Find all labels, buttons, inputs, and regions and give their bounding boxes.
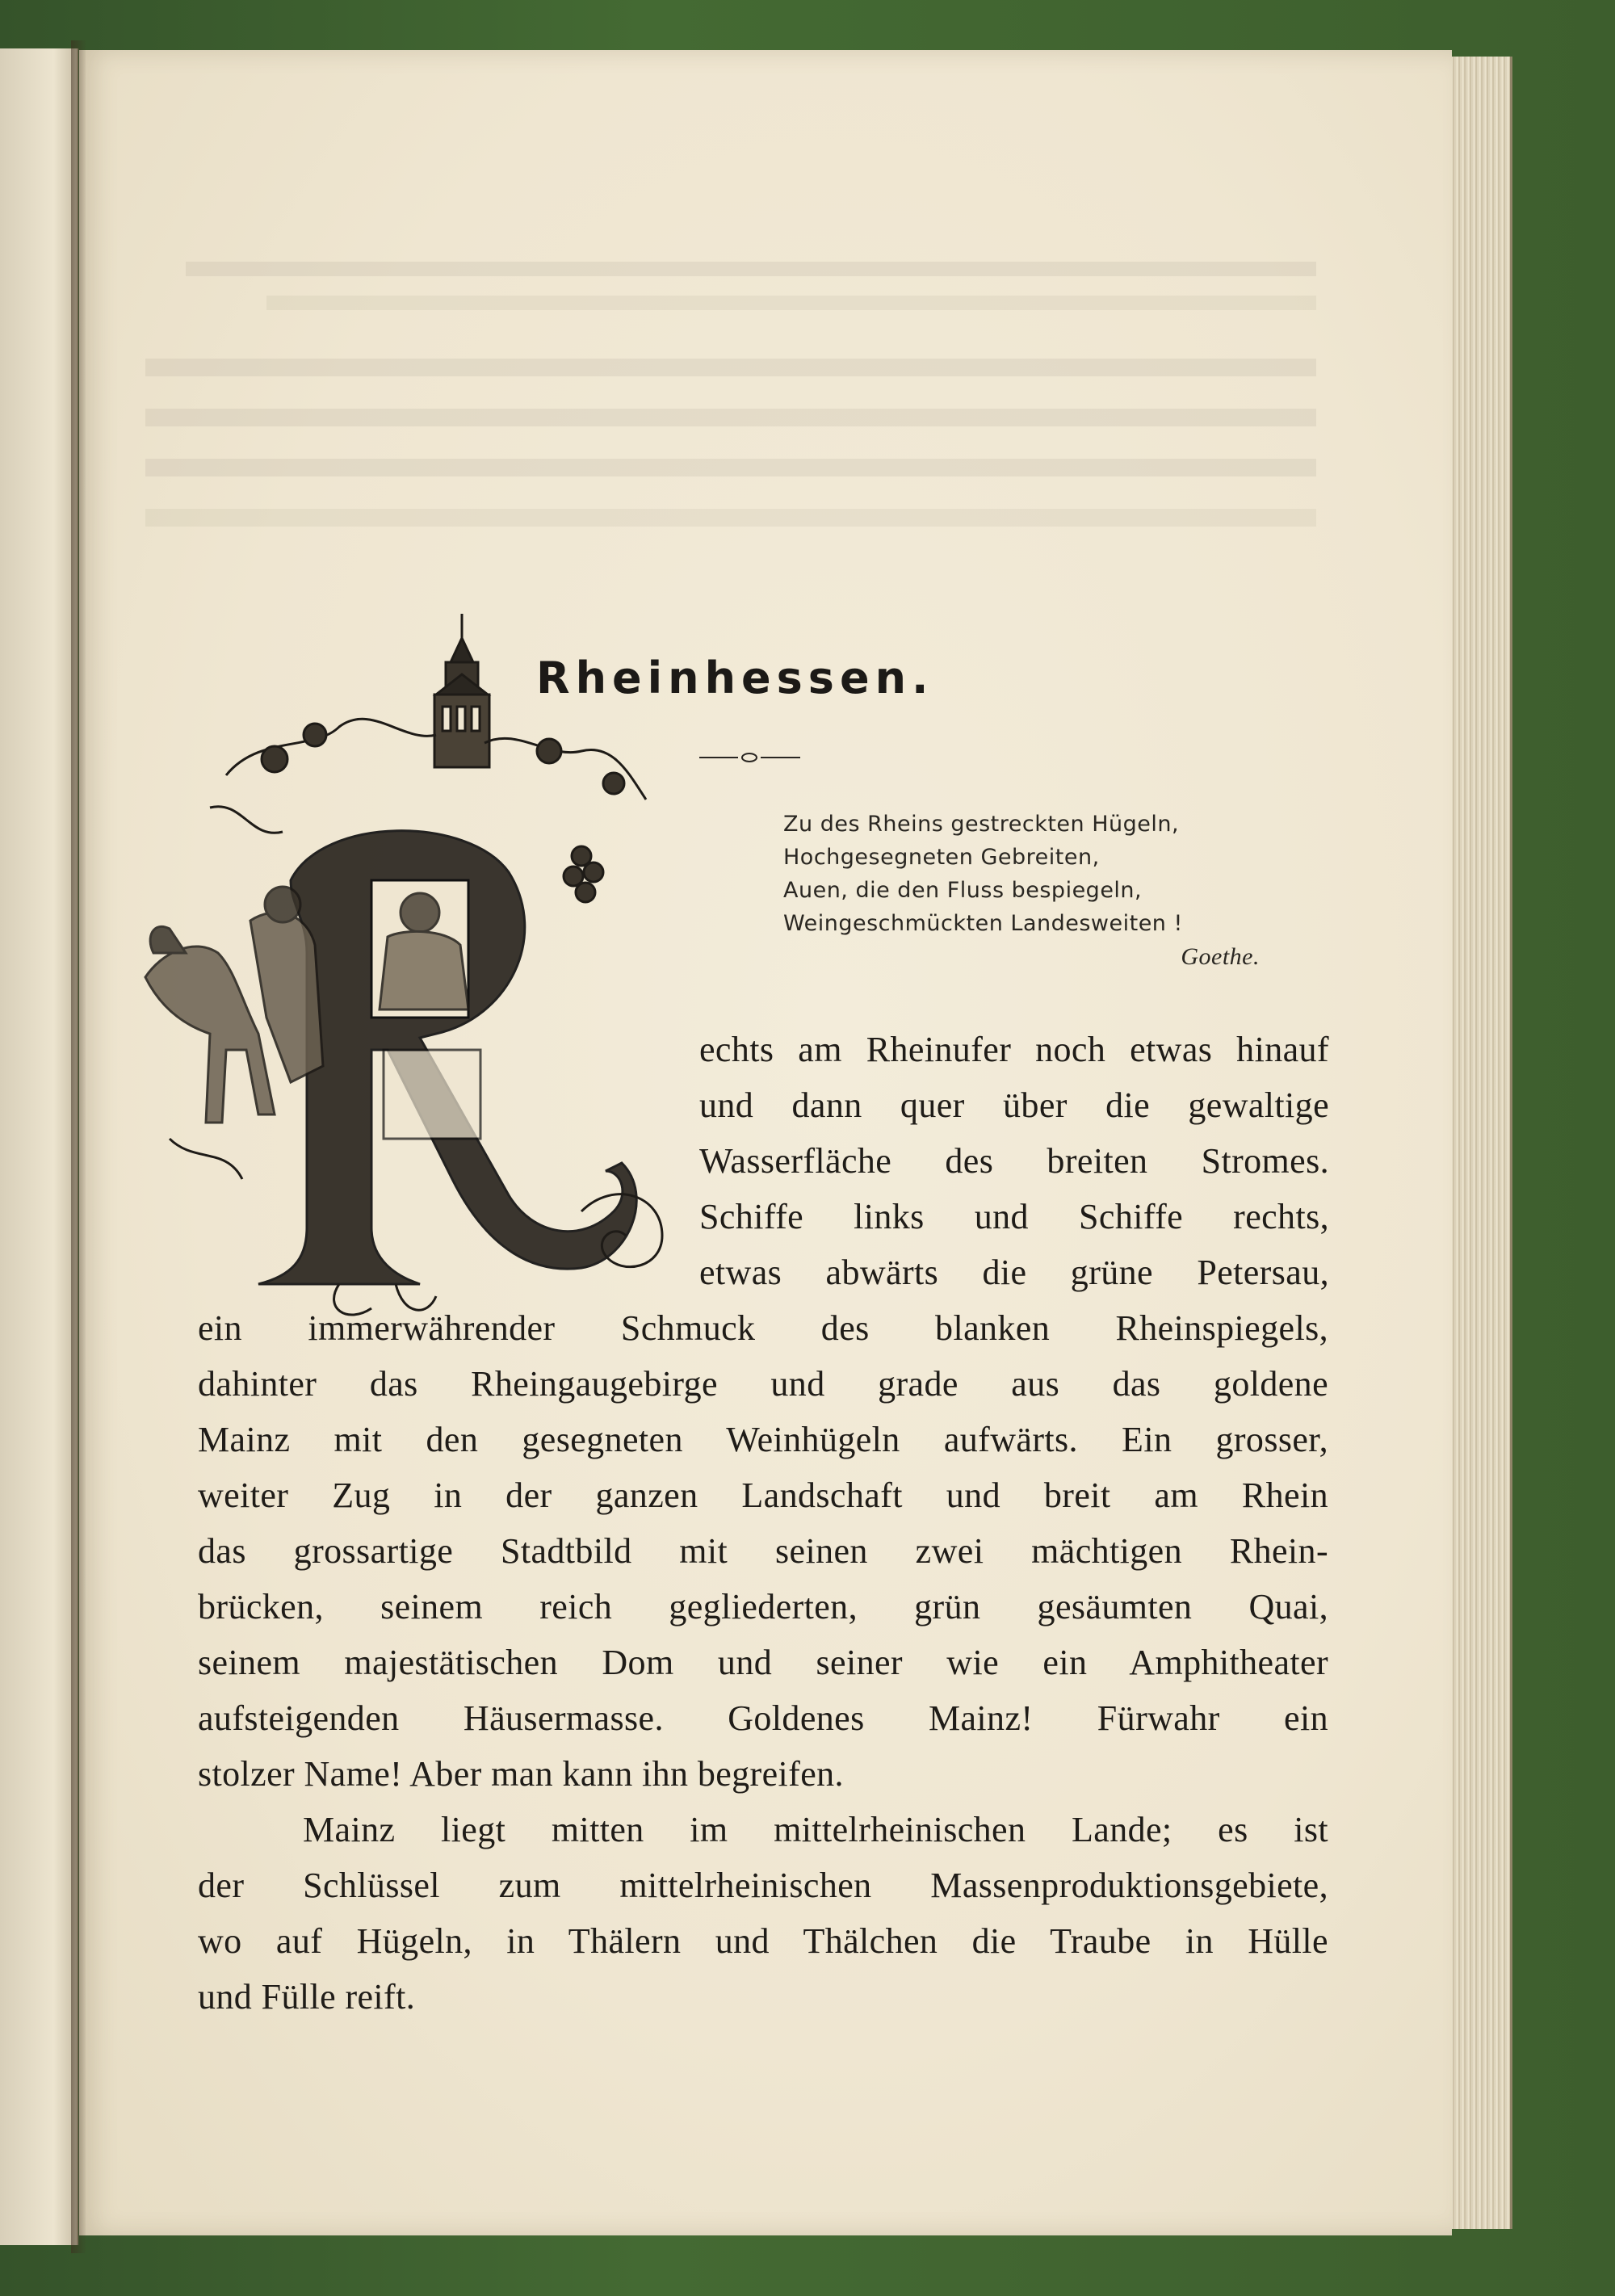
text-line: seinem majestätischen Dom und seiner wie ein Amphitheater: [198, 1643, 1328, 1682]
text-line: der Schlüssel zum mittelrheinischen Massenproduktionsgebiete,: [198, 1866, 1328, 1905]
text-line: das grossartige Stadtbild mit seinen zwei mächtigen Rhein-: [198, 1531, 1328, 1571]
horse-and-rider-figure: [145, 887, 323, 1123]
text-line: aufsteigenden Häusermasse. Goldenes Mainz! Fürwahr ein: [198, 1698, 1328, 1738]
left-page-edge: [0, 48, 78, 2245]
text-line: etwas abwärts die grüne Petersau,: [699, 1253, 1329, 1292]
text-line: und Fülle reift.: [198, 1977, 416, 2017]
epigraph-line: Weingeschmückten Landesweiten !: [783, 911, 1183, 936]
text-line: stolzer Name! Aber man kann ihn begreifen.: [198, 1754, 844, 1794]
epigraph-poem: [783, 808, 1284, 973]
cathedral-tower-icon: [434, 614, 489, 767]
epigraph-line: Zu des Rheins gestreckten Hügeln,: [783, 812, 1180, 837]
bleed-through-texture: [105, 242, 1316, 559]
text-line: Wasserfläche des breiten Stromes.: [699, 1141, 1329, 1181]
text-line: weiter Zug in der ganzen Landschaft und breit am Rhein: [198, 1475, 1328, 1515]
paragraph-1-continued: [198, 1300, 1328, 2025]
spine-shadow: [71, 40, 86, 2253]
page-stack-edges: [1444, 57, 1512, 2229]
text-line: Mainz mit den gesegneten Weinhügeln aufwärts. Ein grosser,: [198, 1420, 1328, 1459]
epigraph-attribution: Goethe.: [1181, 943, 1260, 970]
paragraph-1-beside-initial: [699, 1022, 1329, 1300]
text-line: Schiffe links und Schiffe rechts,: [699, 1197, 1329, 1236]
text-line: echts am Rheinufer noch etwas hinauf: [699, 1030, 1329, 1069]
chapter-title: Rheinhessen.: [536, 653, 934, 703]
text-line: wo auf Hügeln, in Thälern und Thälchen die Traube in Hülle: [198, 1921, 1328, 1961]
text-line: ein immerwährender Schmuck des blanken Rheinspiegels,: [198, 1308, 1328, 1348]
ornate-initial-illustration: [129, 614, 694, 1324]
chapter-heading: [536, 653, 934, 703]
ornamental-rule: [699, 749, 800, 766]
epigraph-line: Hochgesegneten Gebreiten,: [783, 845, 1100, 870]
text-line: brücken, seinem reich gegliederten, grün gesäumten Quai,: [198, 1587, 1328, 1627]
text-line: und dann quer über die gewaltige: [699, 1085, 1329, 1125]
epigraph-line: Auen, die den Fluss bespiegeln,: [783, 878, 1143, 903]
text-line: Mainz liegt mitten im mittelrheinischen Lande; es ist: [303, 1810, 1328, 1849]
text-line: dahinter das Rheingaugebirge und grade aus das goldene: [198, 1364, 1328, 1404]
